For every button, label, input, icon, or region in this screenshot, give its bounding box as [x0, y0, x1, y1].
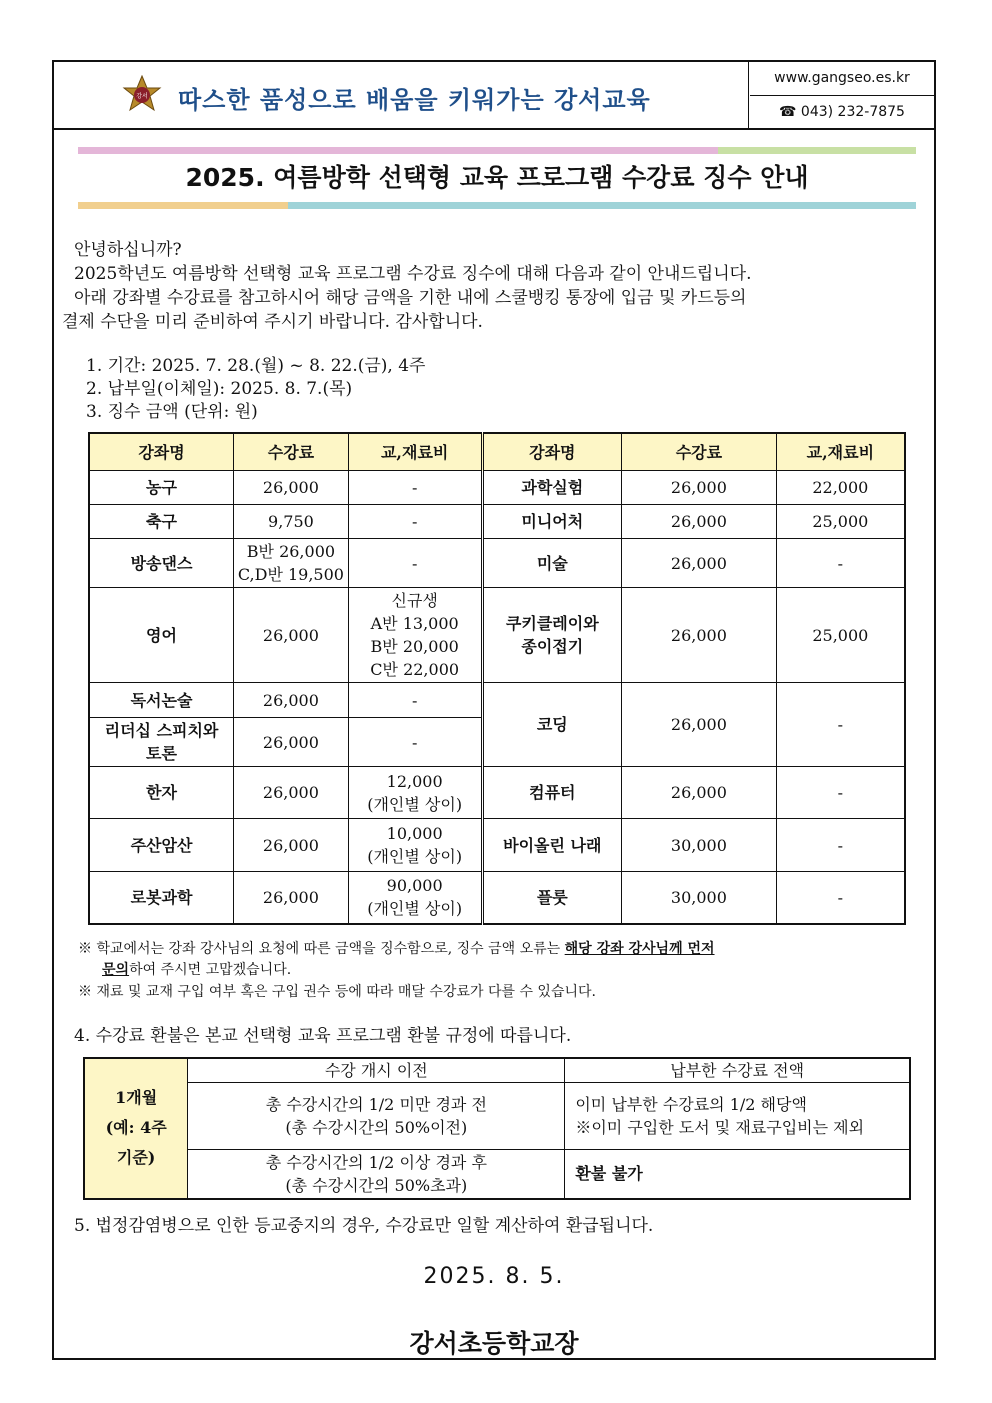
course-fee: 26,000 [234, 872, 349, 924]
col-header-material: 교,재료비 [776, 433, 905, 471]
refund-period-label [84, 1058, 188, 1199]
school-phone: ☎ 043) 232-7875 [779, 104, 905, 120]
greeting: 안녕하십니까? [74, 240, 182, 260]
item-5: 5. 법정감염병으로 인한 등교중지의 경우, 수강료만 일할 계산하여 환급됩니다. [74, 1216, 654, 1236]
material-fee-line: 10,000 [386, 824, 443, 843]
material-fee-line: (개인별 상이) [367, 847, 463, 866]
course-name: 영어 [89, 588, 234, 683]
school-motto: 따스한 품성으로 배움을 키워가는 강서교육 [178, 86, 651, 114]
note-1-text: ※ 학교에서는 강좌 강사님의 요청에 따른 금액을 징수함으로, 징수 금액 오류는 [78, 941, 565, 957]
material-fee: - [776, 539, 905, 588]
course-name-line: 쿠키클레이와 [505, 614, 599, 633]
col-header-course: 강좌명 [89, 433, 234, 471]
letterhead-left [54, 62, 749, 128]
course-fee: 26,000 [622, 588, 777, 683]
course-fee: 26,000 [622, 683, 777, 767]
material-fee [348, 872, 482, 924]
refund-row [84, 1058, 910, 1083]
course-fee: 26,000 [234, 588, 349, 683]
refund-amount [565, 1083, 910, 1150]
school-emblem-icon [122, 75, 162, 115]
course-name: 미니어처 [482, 505, 622, 539]
material-fee [348, 588, 482, 683]
course-fee: 26,000 [234, 471, 349, 505]
material-fee: - [348, 718, 482, 767]
course-name: 농구 [89, 471, 234, 505]
refund-condition: 수강 개시 이전 [188, 1058, 565, 1083]
issue-date: 2025. 8. 5. [423, 1264, 565, 1289]
material-fee: - [776, 872, 905, 924]
course-name [482, 588, 622, 683]
refund-condition-line: (총 수강시간의 50%이전) [285, 1118, 468, 1137]
refund-amount: 납부한 수강료 전액 [565, 1058, 910, 1083]
material-fee: - [348, 539, 482, 588]
intro-line1: 2025학년도 여름방학 선택형 교육 프로그램 수강료 징수에 대해 다음과 같이 안내드립니다. [74, 264, 752, 284]
table-row [89, 471, 905, 505]
refund-condition [188, 1150, 565, 1199]
course-name: 한자 [89, 767, 234, 819]
refund-table [83, 1057, 911, 1200]
title-bar-bottom [78, 202, 916, 209]
course-name-line: 리더십 스피치와 [104, 721, 219, 740]
school-url[interactable]: www.gangseo.es.kr [750, 62, 934, 96]
material-fee: - [348, 683, 482, 718]
col-header-course: 강좌명 [482, 433, 622, 471]
course-fee: 26,000 [622, 767, 777, 819]
course-name-line: 종이접기 [521, 637, 584, 656]
fee-table-header-row [89, 433, 905, 471]
material-fee-line: B반 20,000 [370, 637, 459, 656]
col-header-fee: 수강료 [234, 433, 349, 471]
material-fee-line: (개인별 상이) [367, 899, 463, 919]
material-fee: 22,000 [776, 471, 905, 505]
item-due-date: 2. 납부일(이체일): 2025. 8. 7.(목) [86, 379, 353, 399]
course-fee: 26,000 [234, 767, 349, 819]
refund-row [84, 1150, 910, 1199]
refund-condition-line: 총 수강시간의 1/2 미만 경과 전 [265, 1095, 487, 1114]
material-fee: 25,000 [776, 505, 905, 539]
item-amount: 3. 징수 금액 (단위: 원) [86, 402, 258, 422]
letterhead [54, 62, 934, 130]
title-bar-top [78, 147, 916, 154]
refund-condition-line: (총 수강시간의 50%초과) [285, 1175, 468, 1195]
table-row [89, 819, 905, 872]
material-fee: - [348, 471, 482, 505]
page-title: 2025. 여름방학 선택형 교육 프로그램 수강료 징수 안내 [185, 163, 809, 192]
emblem-text: 강서 [136, 93, 148, 100]
refund-condition [188, 1083, 565, 1150]
course-name: 컴퓨터 [482, 767, 622, 819]
material-fee-line: 신규생 [391, 591, 438, 610]
course-fee: 26,000 [622, 505, 777, 539]
note-1-emphasis: 해당 강좌 강사님께 먼저 [564, 941, 715, 957]
refund-amount-line: 이미 납부한 수강료의 1/2 해당액 [575, 1095, 807, 1114]
course-name: 코딩 [482, 683, 622, 767]
refund-row [84, 1083, 910, 1150]
fee-table [88, 432, 906, 925]
note-1-continued [102, 960, 291, 981]
refund-condition-line: 총 수강시간의 1/2 이상 경과 후 [265, 1152, 487, 1172]
course-fee: 30,000 [622, 872, 777, 924]
course-name: 독서논술 [89, 683, 234, 718]
document-frame [52, 60, 936, 1360]
note-1-tail: 하여 주시면 고맙겠습니다. [129, 962, 292, 978]
course-name: 방송댄스 [89, 539, 234, 588]
course-name: 주산암산 [89, 819, 234, 872]
note-2: ※ 재료 및 교재 구입 여부 혹은 구입 권수 등에 따라 매달 수강료가 다를 수 있습니다. [78, 984, 596, 1000]
material-fee-line: 90,000 [386, 876, 443, 896]
course-name: 바이올린 나래 [482, 819, 622, 872]
material-fee-line: C반 22,000 [370, 660, 460, 679]
col-header-material: 교,재료비 [348, 433, 482, 471]
signature: 강서초등학교장 [409, 1329, 579, 1358]
course-fee: 30,000 [622, 819, 777, 872]
material-fee-line: A반 13,000 [370, 614, 459, 633]
intro-line2: 아래 강좌별 수강료를 참고하시어 해당 금액을 기한 내에 스쿨뱅킹 통장에 입금 및 카드등의 [74, 288, 747, 308]
course-fee: 26,000 [234, 819, 349, 872]
material-fee: - [776, 767, 905, 819]
course-name-line: 토론 [146, 744, 177, 763]
col-header-fee: 수강료 [622, 433, 777, 471]
course-fee: 26,000 [622, 471, 777, 505]
item-period: 1. 기간: 2025. 7. 28.(월) ~ 8. 22.(금), 4주 [86, 356, 426, 376]
material-fee-line: (개인별 상이) [367, 794, 463, 814]
course-fee: 26,000 [234, 718, 349, 767]
refund-heading: 4. 수강료 환불은 본교 선택형 교육 프로그램 환불 규정에 따릅니다. [74, 1026, 572, 1046]
course-fee: 26,000 [234, 683, 349, 718]
note-1-emphasis-2: 문의 [102, 962, 130, 978]
course-fee [234, 539, 349, 588]
material-fee [348, 767, 482, 819]
table-row [89, 505, 905, 539]
refund-label-line: 기준) [116, 1148, 156, 1168]
table-row [89, 683, 905, 718]
material-fee: - [776, 683, 905, 767]
material-fee [348, 819, 482, 872]
material-fee: 25,000 [776, 588, 905, 683]
course-fee-line: C,D반 19,500 [237, 565, 344, 584]
intro-line3: 결제 수단을 미리 준비하여 주시기 바랍니다. 감사합니다. [62, 312, 483, 332]
course-name: 플룻 [482, 872, 622, 924]
refund-label-line: (예: 4주 [105, 1118, 167, 1138]
note-1 [78, 939, 715, 960]
course-fee: 26,000 [622, 539, 777, 588]
course-name: 로봇과학 [89, 872, 234, 924]
material-fee-line: 12,000 [386, 771, 443, 791]
course-fee: 9,750 [234, 505, 349, 539]
refund-amount-line: ※이미 구입한 도서 및 재료구입비는 제외 [575, 1118, 865, 1137]
course-name: 과학실험 [482, 471, 622, 505]
table-row [89, 767, 905, 819]
table-row [89, 588, 905, 683]
material-fee: - [776, 819, 905, 872]
course-fee-line: B반 26,000 [246, 542, 336, 561]
course-name [89, 718, 234, 767]
course-name: 미술 [482, 539, 622, 588]
refund-label-line: 1개월 [115, 1088, 158, 1108]
table-row [89, 872, 905, 924]
material-fee: - [348, 505, 482, 539]
table-row [89, 539, 905, 588]
refund-amount: 환불 불가 [565, 1150, 910, 1199]
course-name: 축구 [89, 505, 234, 539]
